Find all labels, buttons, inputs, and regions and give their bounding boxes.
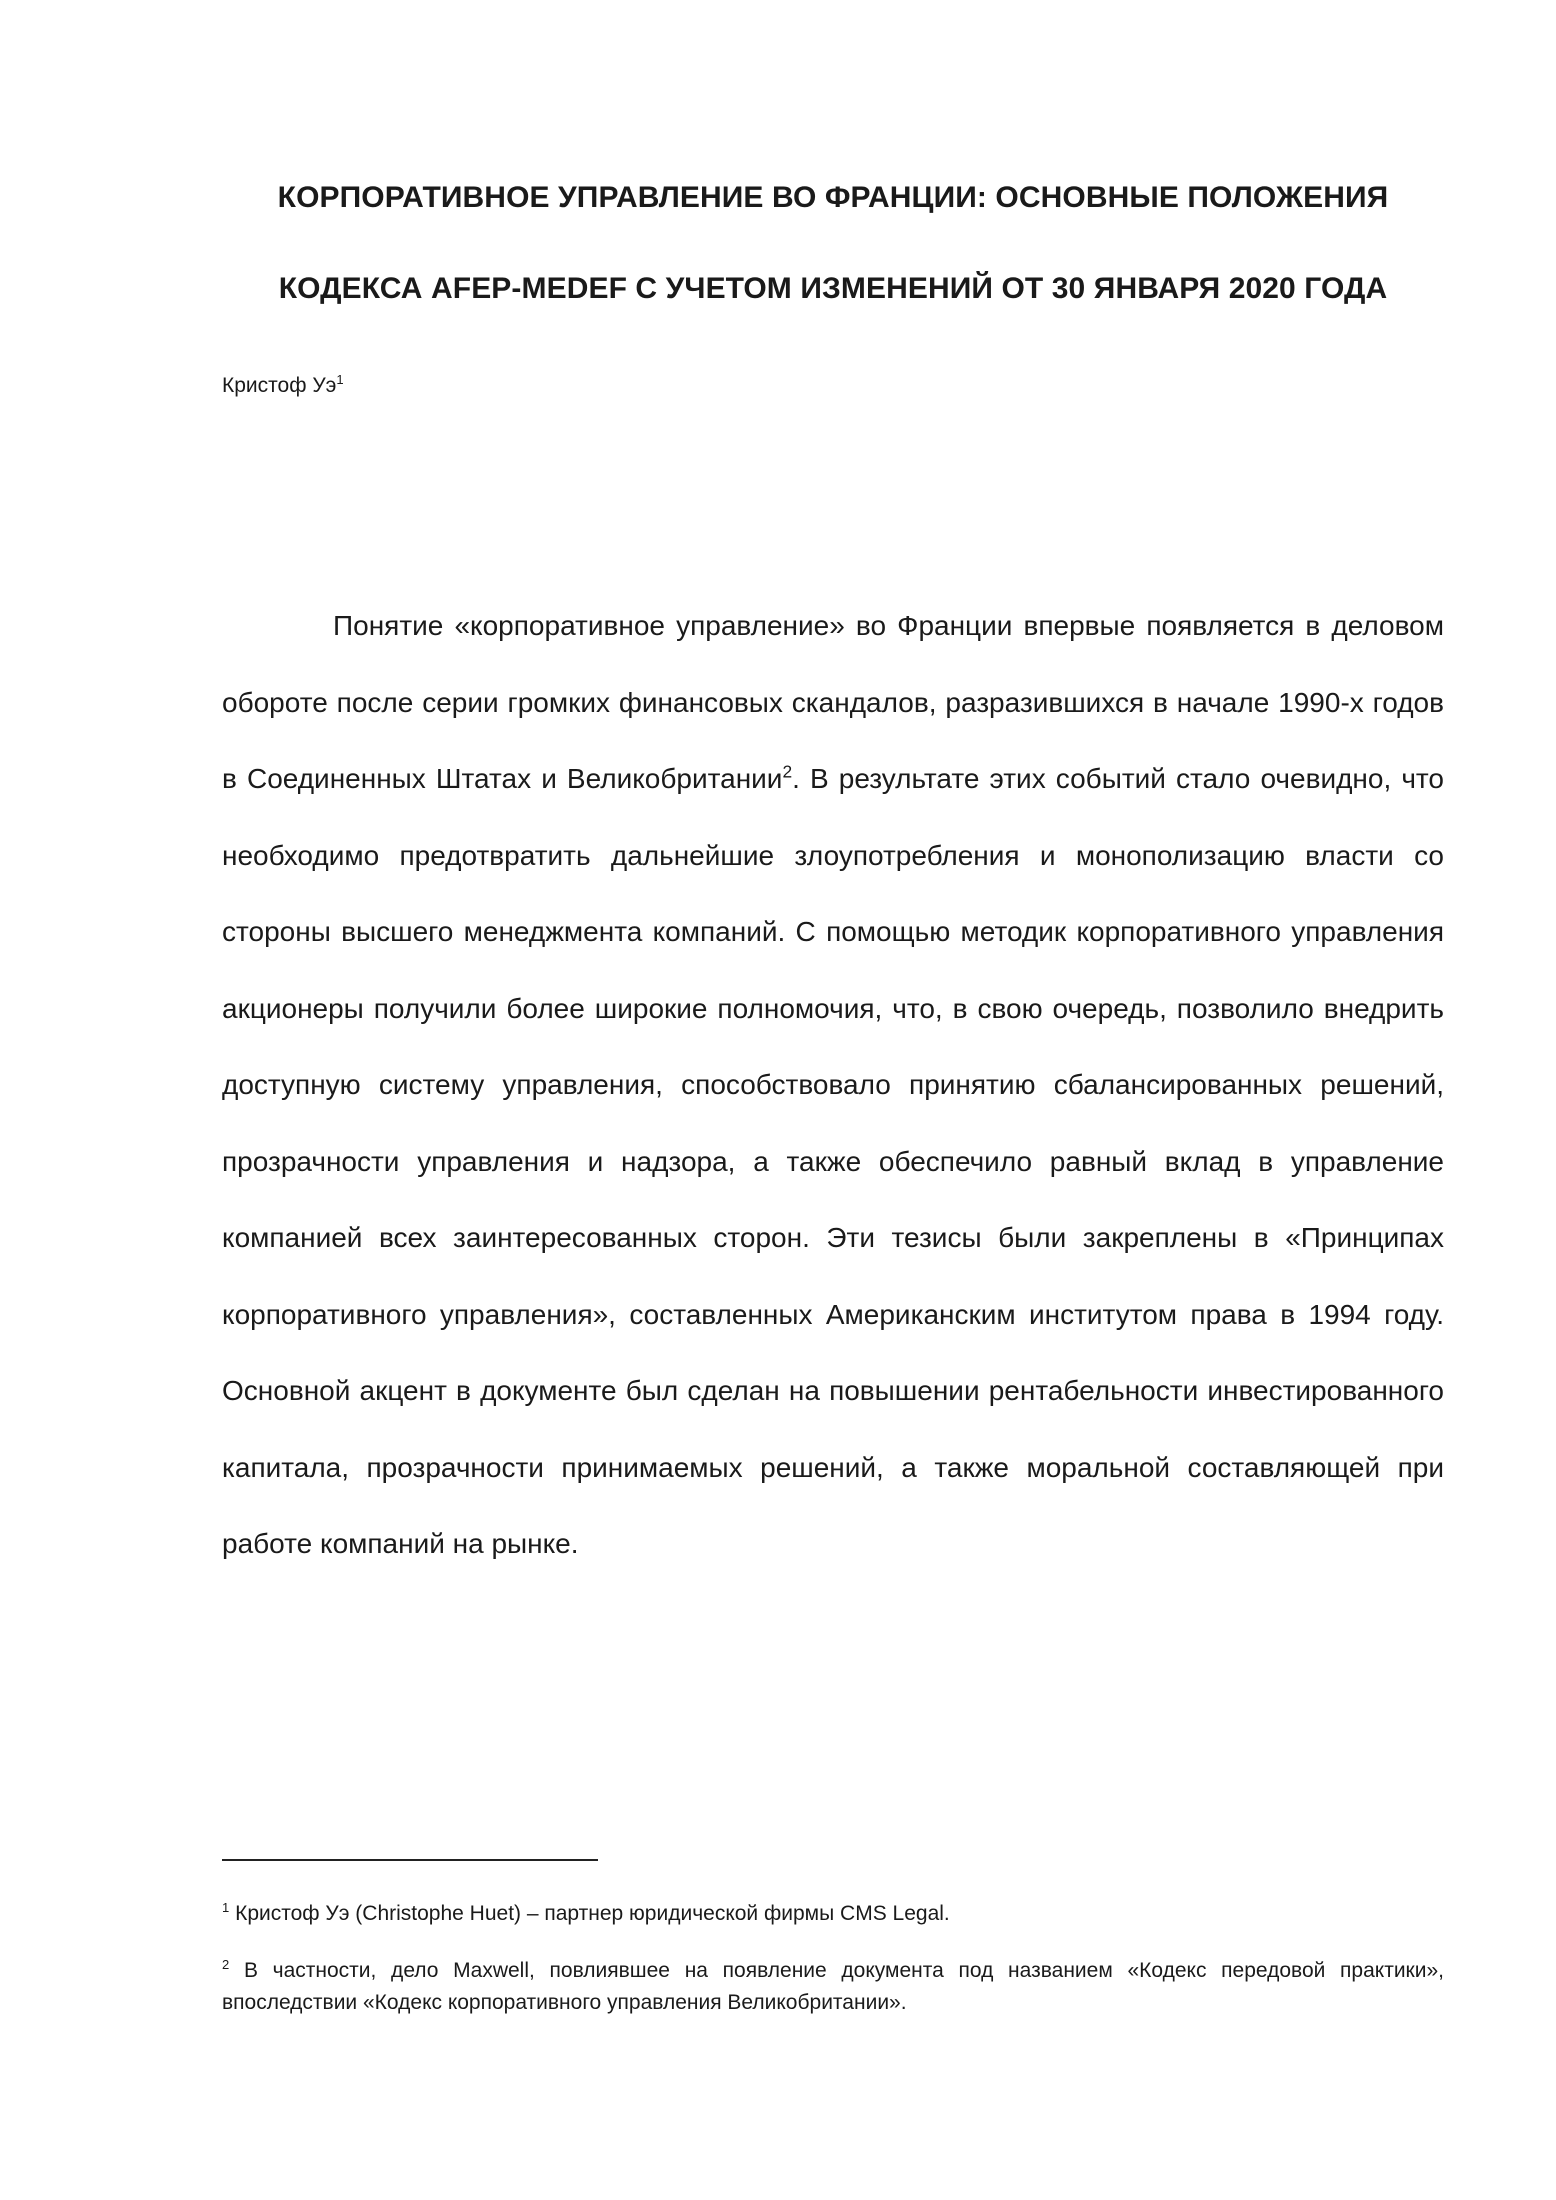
- page-title: [222, 152, 1444, 334]
- author-footnote-ref[interactable]: 1: [336, 372, 344, 387]
- title-line-1: КОРПОРАТИВНОЕ УПРАВЛЕНИЕ ВО ФРАНЦИИ: ОСНОВНЫЕ ПОЛОЖЕНИЯ: [277, 181, 1389, 214]
- title-line-2: КОДЕКСА AFEP-MEDEF С УЧЕТОМ ИЗМЕНЕНИЙ ОТ 30 ЯНВАРЯ 2020 ГОДА: [278, 272, 1388, 305]
- footnote-separator: [222, 1859, 598, 1861]
- body-text-part-2: . В результате этих событий стало очевидно, что необходимо предотвратить дальнейшие злоупотребления и монополизацию власти со стороны высшего менеджмента компаний. С помощью методик корпоративного управления акционеры получили более широкие полномочия, что, в свою очередь, позволило внедрить доступную систему управления, способствовало принятию сбалансированных решений, прозрачности управления и надзора, а также обеспечило равный вклад в управление компанией всех заинтересованных сторон. Эти тезисы были закреплены в «Принципах корпоративного управления», составленных Американским институтом права в 1994 году. Основной акцент в документе был сделан на повышении рентабельности инвестированного капитала, прозрачности принимаемых решений, а также моральной составляющей при работе компаний на рынке.: [222, 763, 1444, 1559]
- body-text-part-1: Понятие «корпоративное управление» во Франции впервые появляется в деловом обороте после серии громких финансовых скандалов, разразившихся в начале 1990-х годов в Соединенных Штатах и Великобритании: [222, 610, 1444, 794]
- body-footnote-ref[interactable]: 2: [782, 761, 793, 782]
- footnote-1: [222, 1898, 1444, 1930]
- footnote-2: [222, 1955, 1444, 2019]
- footnote-2-text: В частности, дело Maxwell, повлиявшее на появление документа под названием «Кодекс передовой практики», впоследствии «Кодекс корпоративного управления Великобритании».: [222, 1959, 1444, 2014]
- body-paragraph: [222, 588, 1444, 1583]
- footnote-1-text: Кристоф Уэ (Christophe Huet) – партнер юридической фирмы CMS Legal.: [235, 1902, 950, 1925]
- author-line: [222, 372, 344, 400]
- footnote-2-number: 2: [222, 1957, 230, 1972]
- author-name: Кристоф Уэ: [222, 374, 337, 397]
- footnote-1-number: 1: [222, 1900, 230, 1915]
